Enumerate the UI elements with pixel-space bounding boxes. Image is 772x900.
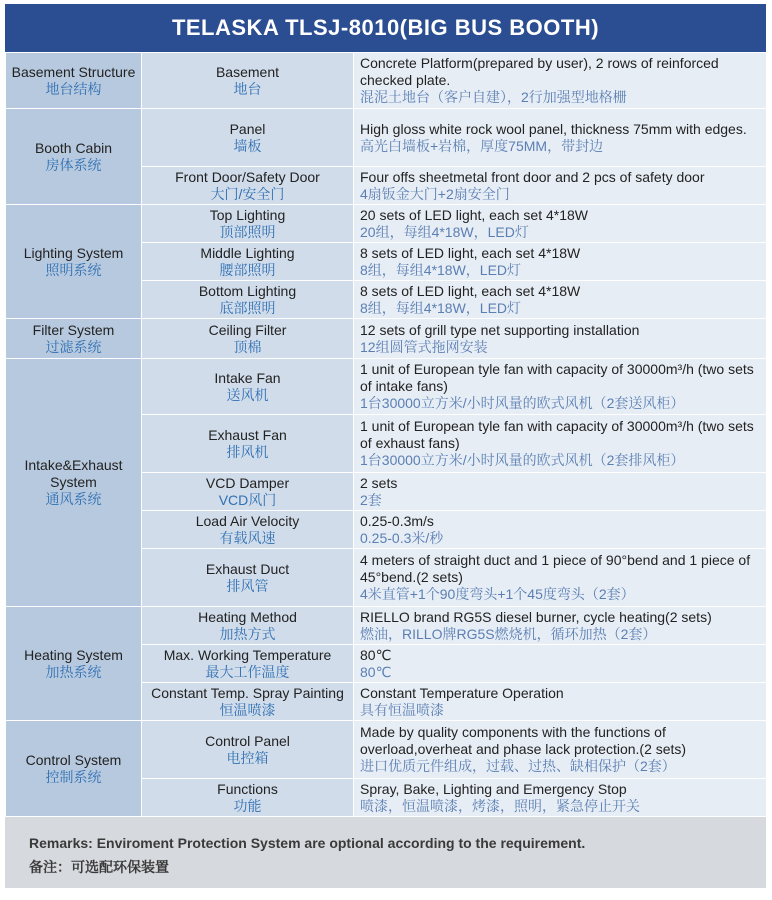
item-label: Front Door/Safety Door	[175, 168, 320, 185]
description-text-zh: 1台30000立方米/小时风量的欧式风机（2套排风柜）	[360, 452, 685, 468]
description-text: Spray, Bake, Lighting and Emergency Stop	[360, 780, 627, 797]
item-label-zh: 排风机	[226, 443, 269, 460]
description-text-zh: 具有恒温喷漆	[360, 701, 444, 718]
description-text: 12 sets of grill type net supporting installation	[360, 321, 640, 338]
description-text: 8 sets of LED light, each set 4*18W	[360, 244, 581, 261]
description-cell	[354, 721, 767, 779]
category-label-zh: 照明系统	[45, 261, 102, 278]
description-text: Made by quality components with the functions of overload,overheat and phase lack protection.(2 sets)	[360, 724, 687, 757]
description-text: High gloss white rock wool panel, thickness 75mm with edges.	[360, 120, 747, 137]
description-text: 20 sets of LED light, each set 4*18W	[360, 206, 589, 223]
table-row	[6, 721, 767, 779]
item-label-zh: 大门/安全门	[210, 185, 285, 202]
item-label-zh: 顶部照明	[219, 223, 276, 240]
item-cell	[142, 683, 354, 721]
item-label: Ceiling Filter	[208, 321, 287, 338]
item-label-zh: 地台	[233, 80, 262, 97]
remarks-text: Remarks: Enviroment Protection System are optional according to the requirement.	[29, 835, 586, 851]
description-text: 2 sets	[360, 474, 398, 491]
description-text: 0.25-0.3m/s	[360, 512, 434, 529]
item-label-zh: 底部照明	[219, 299, 276, 316]
spec-sheet	[5, 4, 766, 888]
description-text-zh: 2套	[360, 491, 382, 508]
item-label-zh: 恒温喷漆	[219, 701, 276, 718]
category-label: Basement Structure	[11, 63, 136, 80]
category-label: Heating System	[24, 646, 123, 663]
item-label-zh: 功能	[233, 797, 262, 814]
description-text: 1 unit of European tyle fan with capacity of 30000m³/h (two sets of intake fans)	[360, 361, 754, 394]
item-label: Intake Fan	[214, 369, 281, 386]
category-label-zh: 控制系统	[45, 768, 102, 785]
item-label-zh: 电控箱	[226, 749, 269, 766]
item-label: Max. Working Temperature	[163, 646, 332, 663]
spec-table	[5, 52, 767, 817]
item-label-zh: 腰部照明	[219, 261, 276, 278]
description-cell	[354, 607, 767, 645]
description-text-zh: 1台30000立方米/小时风量的欧式风机（2套送风柜）	[360, 395, 685, 411]
description-text-zh: 0.25-0.3米/秒	[360, 529, 444, 546]
item-cell	[142, 607, 354, 645]
description-text: Concrete Platform(prepared by user), 2 rows of reinforced checked plate.	[360, 55, 719, 88]
description-text: Constant Temperature Operation	[360, 684, 564, 701]
table-row	[6, 109, 767, 167]
description-text-zh: 8组，每组4*18W，LED灯	[360, 299, 522, 316]
description-text: 1 unit of European tyle fan with capacity of 30000m³/h (two sets of exhaust fans)	[360, 418, 754, 451]
category-label-zh: 加热系统	[45, 663, 102, 680]
description-cell	[354, 473, 767, 511]
item-cell	[142, 167, 354, 205]
item-cell	[142, 53, 354, 109]
item-label: Load Air Velocity	[195, 512, 300, 529]
category-cell	[6, 319, 142, 359]
description-text: 80℃	[360, 646, 392, 663]
item-label-zh: 送风机	[226, 386, 269, 403]
item-label-zh: 有载风速	[219, 529, 276, 546]
category-label-zh: 房体系统	[45, 156, 102, 173]
item-cell	[142, 205, 354, 243]
description-cell	[354, 549, 767, 607]
category-label: Lighting System	[23, 244, 124, 261]
item-label: Exhaust Duct	[205, 560, 290, 577]
description-text-zh: 混泥土地台（客户自建），2行加强型地格栅	[360, 89, 627, 105]
item-label: Constant Temp. Spray Painting	[151, 684, 344, 701]
table-row	[6, 607, 767, 645]
item-cell	[142, 415, 354, 473]
item-cell	[142, 473, 354, 511]
item-cell	[142, 243, 354, 281]
description-cell	[354, 779, 767, 817]
category-cell	[6, 109, 142, 205]
description-cell	[354, 645, 767, 683]
category-label-zh: 通风系统	[45, 491, 102, 507]
item-label: Top Lighting	[209, 206, 286, 223]
item-label: VCD Damper	[205, 474, 290, 491]
item-label: Middle Lighting	[200, 244, 295, 261]
category-cell	[6, 607, 142, 721]
category-label: Intake&Exhaust System	[24, 457, 123, 490]
item-label: Heating Method	[198, 608, 297, 625]
description-cell	[354, 53, 767, 109]
category-cell	[6, 359, 142, 607]
item-cell	[142, 549, 354, 607]
table-row	[6, 205, 767, 243]
item-label: Panel	[229, 120, 266, 137]
description-cell	[354, 243, 767, 281]
description-text-zh: 8组，每组4*18W，LED灯	[360, 261, 522, 278]
description-cell	[354, 683, 767, 721]
item-label: Functions	[217, 780, 278, 797]
category-label-zh: 地台结构	[45, 80, 102, 97]
remarks-text-zh: 备注：可选配环保装置	[29, 859, 169, 875]
category-label: Booth Cabin	[34, 139, 113, 156]
item-label-zh: 最大工作温度	[205, 663, 290, 680]
item-label: Control Panel	[205, 732, 290, 749]
item-cell	[142, 281, 354, 319]
item-cell	[142, 359, 354, 415]
table-row	[6, 359, 767, 415]
category-cell	[6, 205, 142, 319]
description-text-zh: 燃油，RILLO牌RG5S燃烧机，循环加热（2套）	[360, 625, 657, 642]
item-label: Exhaust Fan	[208, 426, 287, 443]
description-cell	[354, 359, 767, 415]
category-label: Filter System	[32, 321, 115, 338]
description-cell	[354, 281, 767, 319]
item-cell	[142, 109, 354, 167]
description-text: 8 sets of LED light, each set 4*18W	[360, 282, 581, 299]
item-label-zh: 顶棉	[233, 338, 262, 355]
description-cell	[354, 319, 767, 359]
description-text-zh: 进口优质元件组成，过载、过热、缺相保护（2套）	[360, 758, 676, 774]
item-label: Bottom Lighting	[198, 282, 297, 299]
description-cell	[354, 511, 767, 549]
description-text-zh: 高光白墙板+岩棉，厚度75MM，带封边	[360, 137, 604, 154]
item-cell	[142, 721, 354, 779]
item-label-zh: VCD风门	[218, 491, 277, 508]
description-text-zh: 20组，每组4*18W，LED灯	[360, 223, 529, 240]
item-cell	[142, 319, 354, 359]
description-text-zh: 80℃	[360, 663, 392, 680]
item-label-zh: 墙板	[233, 137, 262, 154]
remarks-box	[5, 817, 766, 888]
item-label-zh: 排风管	[226, 577, 269, 594]
description-text-zh: 12组圆管式拖网安装	[360, 338, 488, 355]
description-cell	[354, 109, 767, 167]
item-cell	[142, 511, 354, 549]
description-text-zh: 4米直管+1个90度弯头+1个45度弯头（2套）	[360, 586, 635, 602]
item-cell	[142, 645, 354, 683]
table-row	[6, 53, 767, 109]
table-row	[6, 319, 767, 359]
category-cell	[6, 721, 142, 817]
description-text: 4 meters of straight duct and 1 piece of 90°bend and 1 piece of 45°bend.(2 sets)	[360, 552, 751, 585]
description-text-zh: 4扇钣金大门+2扇安全门	[360, 185, 510, 202]
description-text: RIELLO brand RG5S diesel burner, cycle heating(2 sets)	[360, 608, 712, 625]
description-text-zh: 喷漆，恒温喷漆，烤漆，照明，紧急停止开关	[360, 797, 640, 814]
description-text: Four offs sheetmetal front door and 2 pcs of safety door	[360, 168, 705, 185]
description-cell	[354, 415, 767, 473]
page-title: TELASKA TLSJ-8010(BIG BUS BOOTH)	[5, 4, 766, 52]
item-label: Basement	[215, 63, 280, 80]
category-label-zh: 过滤系统	[45, 338, 102, 355]
item-cell	[142, 779, 354, 817]
category-cell	[6, 53, 142, 109]
description-cell	[354, 167, 767, 205]
item-label-zh: 加热方式	[219, 625, 276, 642]
category-label: Control System	[25, 751, 122, 768]
description-cell	[354, 205, 767, 243]
